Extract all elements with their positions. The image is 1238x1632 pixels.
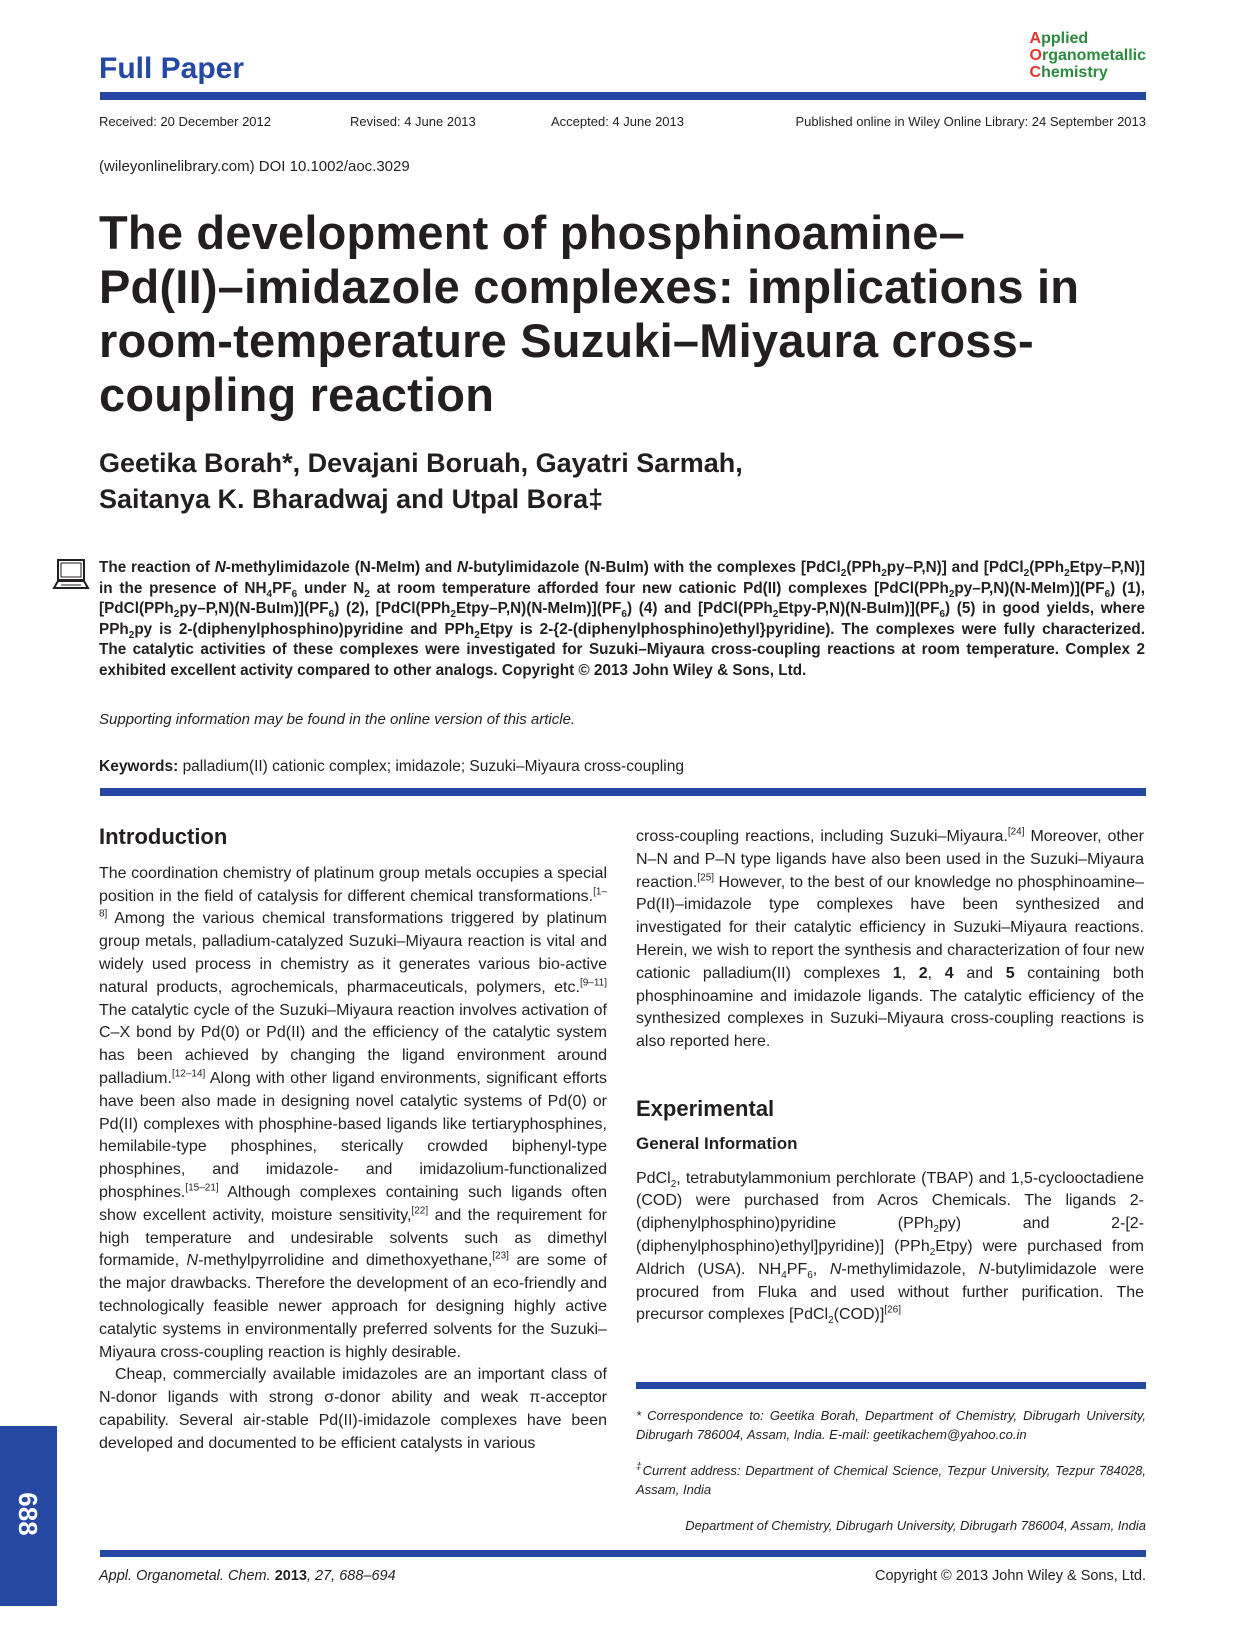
doi: (wileyonlinelibrary.com) DOI 10.1002/aoc.3029 bbox=[99, 158, 410, 175]
logo-word: Chemistry bbox=[1029, 64, 1108, 81]
intro-paragraph-1: The coordination chemistry of platinum group metals occupies a special position in the field of catalysis for different chemical transformations.[1–8] Among the various chemical transformations triggered by platinum group metals, palladium-catalyzed Suzuki–Miyaura reaction is vital and widely used process in chemistry as it generates various bio-active natural products, agrochemicals, pharmaceuticals, polymers, etc.[9–11] The catalytic cycle of the Suzuki–Miyaura reaction involves activation of C–X bond by Pd(0) or Pd(II) and the efficiency of the catalytic system has been achieved by changing the ligand environment around palladium.[12–14] Along with other ligand environments, significant efforts have been also made in designing novel catalytic systems of Pd(0) or Pd(II) complexes with phosphine-based ligands like tertiaryphosphines, hemilabile-type phosphines, sterically crowded biphenyl-type phosphines, and imidazole- and imidazolium-functionalized phosphines.[15–21] Although complexes containing such ligands often show excellent activity, moisture sensitivity,[22] and the requirement for high temperature and undesirable solvents such as dimethyl formamide, N-methylpyrrolidine and dimethoxyethane,[23] are some of the major drawbacks. Therefore the development of an eco-friendly and technologically feasible newer approach for designing highly active catalytic systems in environmentally preferred solvents for the Suzuki–Miyaura cross-coupling reaction is highly desirable. bbox=[99, 864, 607, 1361]
received-date: Received: 20 December 2012 bbox=[99, 114, 271, 129]
title-line: coupling reaction bbox=[99, 368, 495, 421]
title-line: room-temperature Suzuki–Miyaura cross- bbox=[99, 314, 1034, 367]
logo-word: Applied bbox=[1029, 30, 1089, 47]
footnote-rule bbox=[636, 1382, 1146, 1389]
author-list bbox=[99, 445, 743, 517]
abstract: The reaction of N-methylimidazole (N-MeIm) and N-butylimidazole (N-BuIm) with the complexes [PdCl$_2$(PPh$_2$py–P,N)] and [PdCl$_2$(PPh$_2$Etpy–P,N)] in the presence of $NH_4PF_6$ under $N_2$ at room temperature afforded four new cationic Pd(II) complexes $[PdCl(PPh_2py-P,N)(N-MeIm)](PF_6)$ (1), $[PdCl(PPh_2py-P,N)(N-BuIm)](PF_6)$ (2), $[PdCl(PPh_2Etpy-P,N)(N-MeIm)](PF_6)$ (4) and $[PdCl(PPh_2Etpy-P,N)(N-BuIm)](PF_6)$ (5) in good yields, where PPh$_2$py is 2-(diphenylphosphino)pyridine and PPh$_2$Etpy is 2-{2-(diphenylphosphino)ethyl}pyridine). The complexes were fully characterized. The catalytic activities of these complexes were investigated for Suzuki–Miyaura cross-coupling reactions at room temperature. Complex 2 exhibited excellent activity compared to other analogs. Copyright © 2013 John Wiley & Sons, Ltd. bbox=[99, 559, 1146, 679]
journal-abbrev: Appl. Organometal. Chem. bbox=[99, 1568, 271, 1584]
right-column bbox=[636, 826, 1144, 1327]
keywords-label: Keywords: bbox=[99, 758, 179, 775]
abstract-rule bbox=[100, 788, 1146, 796]
general-information-heading: General Information bbox=[636, 1133, 798, 1153]
correspondence-footnote: * Correspondence to: Geetika Borah, Department of Chemistry, Dibrugarh University, Dibrugarh 786004, Assam, India. E-mail: geetikachem@yahoo.co.in bbox=[636, 1408, 1147, 1442]
page-number: 688 bbox=[13, 1492, 43, 1536]
author-line: Saitanya K. Bharadwaj and Utpal Bora‡ bbox=[99, 484, 604, 514]
keywords bbox=[99, 758, 684, 776]
keywords-text: palladium(II) cationic complex; imidazole; Suzuki–Miyaura cross-coupling bbox=[182, 758, 684, 775]
intro-paragraph-2: Cheap, commercially available imidazoles are an important class of N-donor ligands with strong σ-donor ability and weak π-acceptor capability. Several air-stable Pd(II)-imidazole complexes have been developed and documented to be efficient catalysts in various bbox=[99, 1366, 607, 1452]
experimental-heading: Experimental bbox=[636, 1095, 775, 1121]
footer-rule bbox=[100, 1550, 1146, 1557]
logo-word: Organometallic bbox=[1029, 47, 1146, 64]
laptop-icon bbox=[52, 558, 90, 594]
citation-year: 2013 bbox=[274, 1568, 307, 1584]
left-column bbox=[99, 826, 607, 1456]
title-line: Pd(II)–imidazole complexes: implications in bbox=[99, 260, 1080, 313]
section-label: Full Paper bbox=[99, 52, 245, 85]
header-rule bbox=[100, 92, 1146, 100]
experimental-paragraph: PdCl$_2$, tetrabutylammonium perchlorate (TBAP) and 1,5-cyclooctadiene (COD) were purchased from Acros Chemicals. The ligands 2-(diphenylphosphino)pyridine (PPh$_2$py) and 2-[2-(diphenylphosphino)ethyl]pyridine)] (PPh$_2$Etpy) were purchased from Aldrich (USA). $NH_4PF_6$, N-methylimidazole, N-butylimidazole were procured from Fluka and used without further purification. The precursor complexes [PdCl$_2$(COD)][26] bbox=[636, 1169, 1145, 1327]
author-line: Geetika Borah*, Devajani Boruah, Gayatri Sarmah, bbox=[99, 448, 743, 478]
citation-volume-pages: , 27, 688–694 bbox=[306, 1568, 396, 1584]
intro-paragraph-3: cross-coupling reactions, including Suzuki–Miyaura.[24] Moreover, other N–N and P–N type ligands have also been used in the Suzuki–Miyaura reaction.[25] However, to the best of our knowledge no phosphinoamine–Pd(II)–imidazole type complexes have been synthesized and investigated for their catalytic efficiency in Suzuki–Miyaura reactions. Herein, we wish to report the synthesis and characterization of four new cationic palladium(II) complexes 1, 2, 4 and 5 containing both phosphinoamine and imidazole ligands. The catalytic efficiency of the synthesized complexes in Suzuki–Miyaura cross-coupling reactions is also reported here. bbox=[636, 826, 1145, 1051]
footer-copyright: Copyright © 2013 John Wiley & Sons, Ltd. bbox=[874, 1568, 1146, 1584]
accepted-date: Accepted: 4 June 2013 bbox=[551, 114, 684, 129]
published-date: Published online in Wiley Online Library: 24 September 2013 bbox=[795, 114, 1146, 129]
affiliation-footnote: Department of Chemistry, Dibrugarh University, Dibrugarh 786004, Assam, India bbox=[685, 1518, 1146, 1533]
title-line: The development of phosphinoamine– bbox=[99, 206, 965, 259]
introduction-heading: Introduction bbox=[99, 824, 228, 849]
current-address-footnote: ‡Current address: Department of Chemical Science, Tezpur University, Tezpur 784028, Assam, India bbox=[636, 1461, 1147, 1497]
supporting-info-note: Supporting information may be found in the online version of this article. bbox=[99, 711, 576, 728]
journal-logo bbox=[1030, 30, 1146, 81]
citation bbox=[99, 1568, 396, 1584]
article-title bbox=[99, 206, 1129, 422]
revised-date: Revised: 4 June 2013 bbox=[350, 114, 476, 129]
